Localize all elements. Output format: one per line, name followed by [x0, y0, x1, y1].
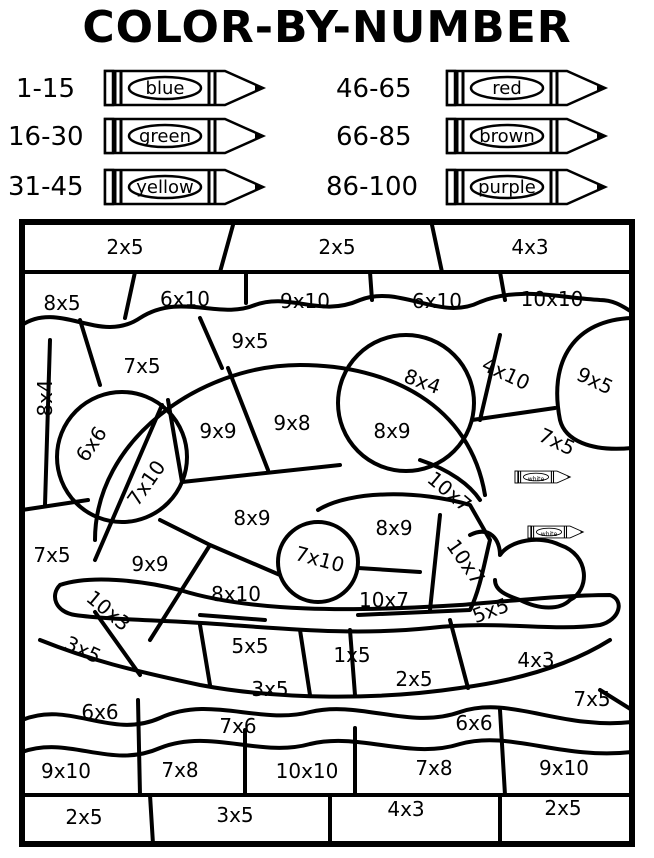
- cell-label: 7x10: [122, 455, 171, 511]
- cell-label: 6x10: [159, 287, 211, 311]
- cell-label: 6x10: [411, 289, 463, 313]
- cell-label: 8x9: [233, 506, 271, 530]
- cell-label: 5x5: [231, 634, 269, 658]
- cell-label: 7x8: [415, 756, 453, 780]
- cell-label: 10x10: [520, 287, 584, 311]
- cell-label: 8x4: [400, 363, 445, 400]
- cell-label: 10x10: [275, 759, 339, 783]
- legend-range-5: 66-85: [336, 122, 412, 152]
- cell-label: 8x9: [373, 419, 411, 443]
- cell-label: 9x5: [231, 329, 269, 353]
- cell-label: 8x5: [43, 291, 81, 315]
- cell-label: 4x3: [387, 797, 425, 821]
- cell-label: 6x6: [81, 700, 119, 724]
- cell-label: 3x5: [216, 803, 254, 827]
- cell-label: 8x4: [33, 379, 57, 417]
- cell-label: 7x10: [292, 541, 348, 578]
- cell-label: 3x5: [60, 630, 105, 669]
- cell-label: 9x10: [279, 289, 331, 313]
- cell-label: 9x9: [199, 419, 237, 443]
- crayon-yellow-label: yellow: [136, 177, 194, 198]
- cell-label: 1x5: [333, 643, 371, 667]
- small-crayon-label-2: white: [540, 531, 558, 538]
- cell-label: 9x9: [131, 552, 169, 576]
- cell-label: 7x5: [573, 687, 611, 711]
- crayon-brown-label: brown: [479, 126, 535, 147]
- page-title: COLOR-BY-NUMBER: [82, 2, 572, 53]
- cell-label: 5x5: [468, 592, 513, 629]
- cell-label: 10x7: [422, 466, 477, 517]
- cell-label: 7x5: [123, 354, 161, 378]
- cell-label: 7x5: [534, 422, 579, 461]
- cell-label: 10x7: [441, 534, 490, 590]
- cell-label: 3x5: [251, 677, 289, 701]
- cell-label: 2x5: [544, 796, 582, 820]
- cell-label: 7x6: [219, 714, 257, 738]
- cell-label: 9x10: [40, 759, 92, 783]
- cell-label: 2x5: [106, 235, 144, 259]
- legend-range-4: 46-65: [336, 74, 412, 104]
- cell-label: 7x5: [33, 543, 71, 567]
- crayon-red-icon: [447, 71, 605, 105]
- cell-label: 6x6: [455, 711, 493, 735]
- cell-label: 10x3: [81, 585, 136, 636]
- cell-label: 2x5: [65, 805, 103, 829]
- cell-label: 8x10: [210, 582, 262, 606]
- crayon-green-label: green: [139, 126, 191, 147]
- cell-label: 4x10: [478, 352, 534, 396]
- cell-label: 4x3: [511, 235, 549, 259]
- cell-label: 7x8: [161, 758, 199, 782]
- cell-label: 9x8: [273, 411, 311, 435]
- cell-label: 2x5: [395, 667, 433, 691]
- cell-label: 4x3: [517, 648, 555, 672]
- legend-range-2: 16-30: [8, 122, 84, 152]
- legend-range-3: 31-45: [8, 172, 84, 202]
- cell-label: 2x5: [318, 235, 356, 259]
- crayon-red-label: red: [492, 78, 522, 99]
- cell-label: 9x10: [538, 756, 590, 780]
- legend-range-6: 86-100: [326, 172, 419, 202]
- cell-label: 8x9: [375, 516, 413, 540]
- crayon-blue-label: blue: [145, 78, 185, 99]
- legend-range-1: 1-15: [16, 74, 76, 104]
- cell-label: 10x7: [358, 588, 410, 612]
- cell-label: 9x5: [572, 361, 617, 400]
- cell-label: 6x6: [70, 421, 112, 467]
- crayon-purple-label: purple: [478, 177, 536, 198]
- small-crayon-label-1: white: [527, 476, 545, 483]
